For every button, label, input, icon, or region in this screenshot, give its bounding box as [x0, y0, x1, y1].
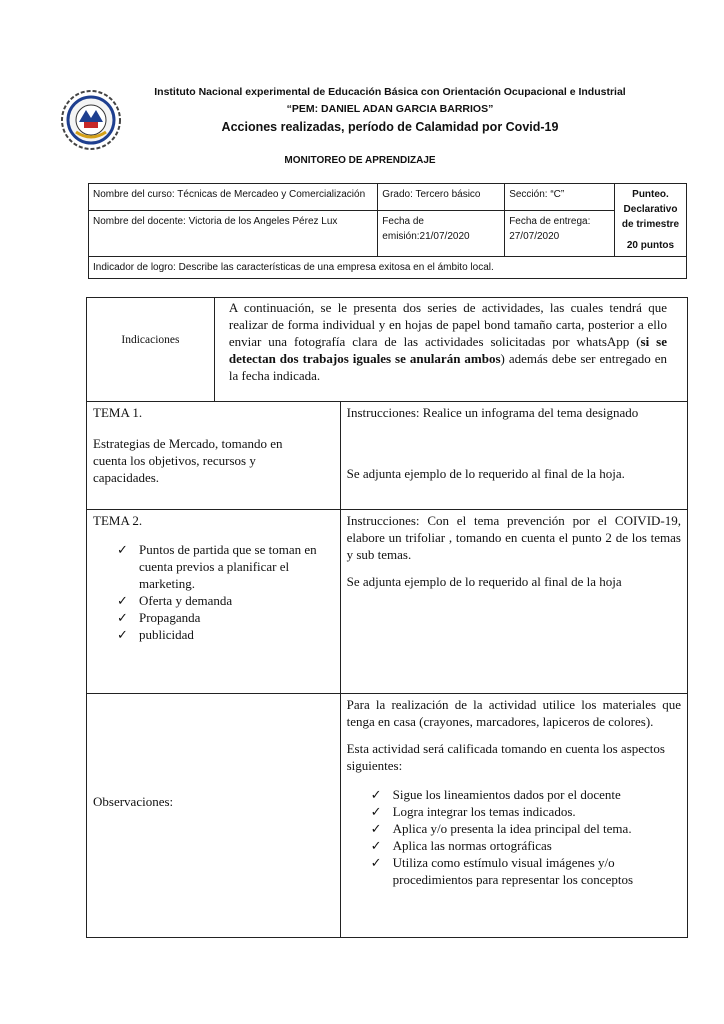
section: Sección: “C”	[505, 184, 615, 211]
list-item-text: Utiliza como estímulo visual imágenes y/o procedimientos para representar los conceptos	[392, 855, 634, 887]
check-icon: ✓	[117, 610, 128, 625]
school-seal-icon	[56, 88, 126, 152]
instructions-label: Indicaciones	[87, 298, 215, 402]
issue-date	[378, 211, 505, 257]
achievement-indicator: Indicador de logro: Describe las características de una empresa exitosa en el ámbito local.	[89, 257, 687, 279]
check-icon: ✓	[370, 804, 382, 819]
list-item	[367, 837, 681, 854]
list-item	[367, 854, 681, 888]
topic-2-cell	[87, 510, 341, 694]
grade: Grado: Tercero básico	[378, 184, 505, 211]
course-name: Nombre del curso: Técnicas de Mercadeo y Comercialización	[89, 184, 378, 211]
score-label-3: de trimestre	[621, 219, 680, 230]
instructions-warning: si se detectan dos trabajos iguales se anularán ambos	[228, 334, 667, 366]
list-item	[367, 803, 681, 820]
observations-cell	[340, 694, 687, 938]
score-value: 20 puntos	[626, 240, 675, 251]
due-date-label: Fecha de entrega:	[509, 216, 591, 228]
list-item-text: Aplica y/o presenta la idea principal del tema.	[392, 821, 632, 836]
institution-name: Instituto Nacional experimental de Educación Básica con Orientación Ocupacional e Industrial	[154, 86, 626, 98]
instructions-text-start: A continuación, se le presenta dos series de actividades, las cuales tendrá que realizar de forma individual y en hojas de papel bond tamaño carta, posterior a ello enviar una fotografía clara de las actividades solicitadas por whatsApp (	[228, 300, 667, 349]
list-item-text: Aplica las normas ortográficas	[392, 838, 552, 853]
topic-1-instructions-cell	[340, 402, 687, 510]
check-icon: ✓	[370, 855, 382, 870]
list-item-text: Logra integrar los temas indicados.	[392, 804, 576, 819]
list-item-text: Propaganda	[139, 610, 201, 625]
list-item-text: Puntos de partida que se toman en cuenta previos a planificar el marketing.	[139, 542, 317, 591]
topic-1-instructions: Instrucciones: Realice un infograma del tema designado	[346, 405, 639, 420]
activities-table	[86, 297, 688, 938]
teacher-name: Nombre del docente: Victoria de los Angeles Pérez Lux	[89, 211, 378, 257]
observations-label: Observaciones:	[87, 694, 341, 938]
issue-date-value: emisión:21/07/2020	[382, 231, 470, 243]
check-icon: ✓	[117, 593, 128, 608]
list-item-text: publicidad	[139, 627, 194, 642]
topic-1-title: TEMA 1.	[93, 405, 143, 420]
topic-2-title: TEMA 2.	[93, 513, 143, 528]
list-item	[113, 626, 328, 643]
check-icon: ✓	[370, 787, 382, 802]
instructions-text	[214, 298, 687, 402]
instructions-text-end: ) además debe ser entregado en la fecha indicada.	[228, 351, 667, 383]
course-info-table	[88, 183, 687, 279]
check-icon: ✓	[370, 821, 382, 836]
list-item	[113, 541, 328, 592]
list-item	[367, 786, 681, 803]
topic-2-instructions: Instrucciones: Con el tema prevención por el COIVID-19, elabore un trifoliar , tomando en cuenta el punto 2 de los temas y sub temas.	[346, 513, 681, 562]
check-icon: ✓	[117, 542, 128, 557]
list-item	[113, 592, 328, 609]
check-icon: ✓	[370, 838, 382, 853]
due-date-value: 27/07/2020	[509, 231, 560, 243]
list-item	[113, 609, 328, 626]
observations-materials: Para la realización de la actividad utilice los materiales que tenga en casa (crayones, marcadores, lapiceros de colores).	[346, 697, 681, 729]
topic-2-instructions-cell	[340, 510, 687, 694]
issue-date-label: Fecha de	[382, 216, 424, 228]
document-subtitle: MONITOREO DE APRENDIZAJE	[284, 155, 436, 166]
score-cell	[615, 184, 687, 257]
grading-criteria-list	[347, 786, 681, 888]
document-title: Acciones realizadas, período de Calamidad por Covid-19	[221, 120, 559, 134]
list-item-text: Sigue los lineamientos dados por el docente	[392, 787, 621, 802]
school-name: “PEM: DANIEL ADAN GARCIA BARRIOS”	[286, 103, 494, 115]
check-icon: ✓	[117, 627, 128, 642]
topic-2-attachment-note: Se adjunta ejemplo de lo requerido al final de la hoja	[346, 574, 622, 589]
topic-1-description: Estrategias de Mercado, tomando en cuenta los objetivos, recursos y capacidades.	[93, 436, 283, 485]
topic-1-attachment-note: Se adjunta ejemplo de lo requerido al final de la hoja.	[346, 466, 625, 481]
observations-grading-intro: Esta actividad será calificada tomando en cuenta los aspectos siguientes:	[346, 741, 665, 773]
due-date	[505, 211, 615, 257]
score-label-1: Punteo.	[632, 189, 669, 200]
score-label-2: Declarativo	[623, 204, 678, 215]
topic-2-list	[93, 541, 334, 643]
topic-1-cell	[87, 402, 341, 510]
list-item	[367, 820, 681, 837]
list-item-text: Oferta y demanda	[139, 593, 233, 608]
